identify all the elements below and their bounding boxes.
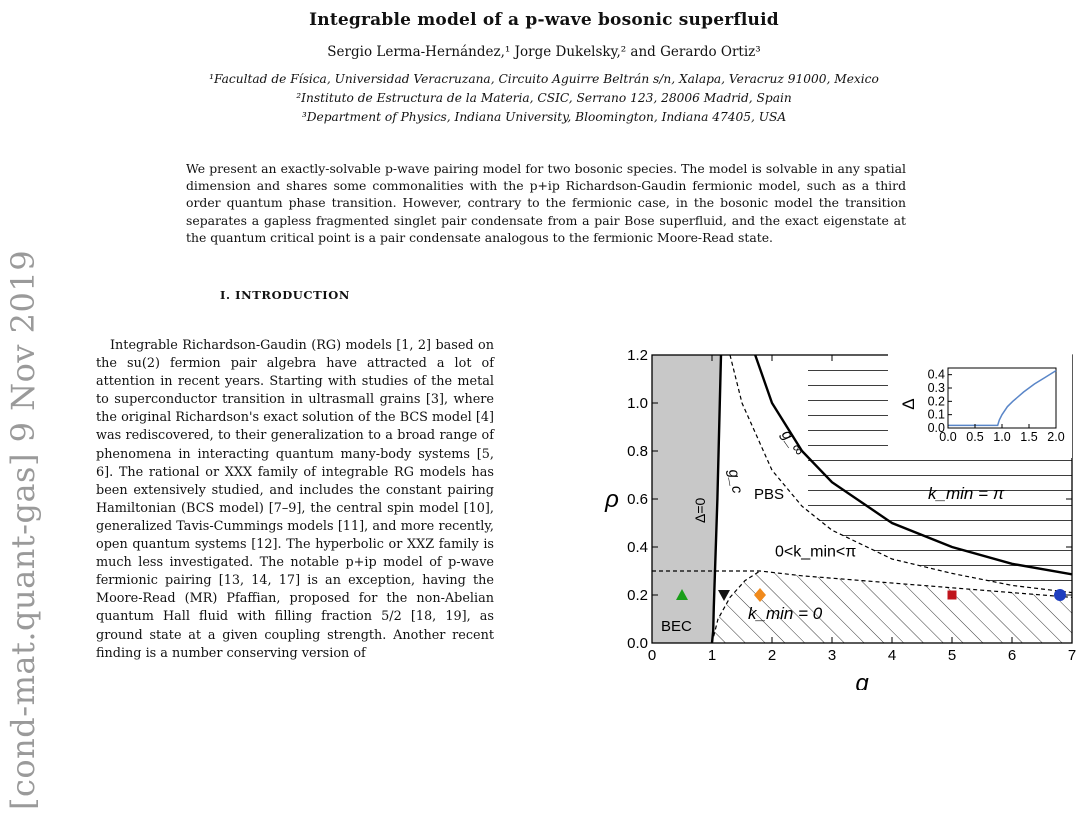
bec-label: BEC bbox=[661, 618, 692, 635]
x-tick-label: 7 bbox=[1067, 647, 1077, 664]
pbs-label: PBS bbox=[754, 486, 785, 503]
kmin-zero-label: k_min = 0 bbox=[748, 604, 823, 623]
x-tick-label: 6 bbox=[1007, 647, 1017, 664]
inset-x-tick-label: 0.5 bbox=[966, 430, 984, 444]
introduction-text bbox=[96, 337, 494, 663]
arxiv-stamp: [cond-mat.quant-gas] 9 Nov 2019 bbox=[4, 249, 42, 810]
paper-title: Integrable model of a p-wave bosonic superfluid bbox=[309, 10, 779, 30]
y-tick-label: 0.0 bbox=[627, 635, 648, 652]
inset-y-tick-label: 0.0 bbox=[927, 421, 945, 435]
phase-diagram-figure bbox=[600, 300, 1088, 694]
y-tick-label: 0.6 bbox=[627, 491, 648, 508]
x-tick-label: 0 bbox=[647, 647, 657, 664]
x-tick-label: 3 bbox=[827, 647, 837, 664]
inset-y-tick-label: 0.4 bbox=[927, 367, 945, 382]
abstract: We present an exactly-solvable p-wave pairing model for two bosonic species. The model is solvable in any spatial dimension and shares some commonalities with the p+ip Richardson-Gaudin fermionic model, such as a third order quantum phase transition. However, contrary to the fermionic case, in the bosonic model the transition separates a gapless fragmented singlet pair condensate from a pair Bose superfluid, and the exact eigenstate at the quantum critical point is a pair condensate analogous to the fermionic Moore-Read state. bbox=[186, 161, 906, 245]
blue-circle-marker bbox=[1054, 589, 1066, 601]
y-tick-label: 0.4 bbox=[627, 539, 648, 556]
gc-label: g_c bbox=[724, 467, 746, 495]
x-tick-label: 4 bbox=[887, 647, 897, 664]
inset-x-tick-label: 0.0 bbox=[939, 430, 957, 444]
kmin-mid-label: 0<k_min<π bbox=[775, 543, 857, 561]
y-axis-label: ρ bbox=[605, 486, 619, 513]
inset-y-axis-label: Δ bbox=[899, 398, 918, 410]
y-tick-label: 0.2 bbox=[627, 587, 648, 604]
x-tick-label: 1 bbox=[707, 647, 717, 664]
y-tick-label: 1.0 bbox=[627, 395, 648, 412]
inset-chart bbox=[888, 354, 1072, 458]
intro-paragraph: Integrable Richardson-Gaudin (RG) models [1, 2] based on the su(2) fermion pair algebra have attracted a lot of attention in recent years. Starting with studies of the metal to superconductor transition in ultrasmall grains [3], where the original Richardson's exact solution of the BCS model [4] was rediscovered, to their generalization to a broad range of phenomena in interacting quantum many-body systems [5, 6]. The rational or XXX family of integrable RG models has been extensively studied, and includes the constant pairing Hamiltonian (BCS model) [7–9], the central spin model [10], generalized Tavis-Cummings models [11], and more recently, open quantum systems [12]. The hyperbolic or XXZ family is much less investigated. The notable p+ip model of p-wave fermionic pairing [13, 14, 17] is an exception, having the Moore-Read (MR) Pfaffian, proposed for the non-Abelian quantum Hall fluid with filling fraction 5/2 [18, 19], as ground state at a given coupling strength. Another recent finding is a number conserving version of bbox=[96, 338, 494, 661]
x-tick-label: 2 bbox=[767, 647, 777, 664]
inset-y-tick-label: 0.3 bbox=[927, 381, 945, 395]
inset-x-tick-label: 1.0 bbox=[993, 430, 1011, 444]
inset-x-tick-label: 2.0 bbox=[1047, 430, 1065, 444]
kmin-pi-label: k_min = π bbox=[928, 484, 1005, 503]
section-heading: I. INTRODUCTION bbox=[219, 288, 351, 302]
red-square-marker bbox=[948, 591, 957, 600]
affiliation-2: ²Instituto de Estructura de la Materia, CSIC, Serrano 123, 28006 Madrid, Spain bbox=[296, 91, 792, 105]
affiliation-1: ¹Facultad de Física, Universidad Veracruzana, Circuito Aguirre Beltrán s/n, Xalapa, Veracruz 91000, Mexico bbox=[209, 72, 879, 86]
y-tick-label: 0.8 bbox=[627, 443, 648, 460]
affiliation-3: ³Department of Physics, Indiana University, Bloomington, Indiana 47405, USA bbox=[301, 110, 787, 124]
inset-y-tick-label: 0.1 bbox=[927, 407, 945, 422]
black-triangle-marker bbox=[718, 590, 730, 601]
y-tick-label: 1.2 bbox=[627, 347, 648, 364]
delta-zero-label: Δ=0 bbox=[691, 497, 708, 523]
phase-diagram-chart bbox=[600, 300, 1088, 690]
x-axis-label: g bbox=[855, 670, 869, 690]
author-list: Sergio Lerma-Hernández,¹ Jorge Dukelsky,² and Gerardo Ortiz³ bbox=[327, 44, 761, 60]
inset-y-tick-label: 0.2 bbox=[927, 394, 945, 409]
g-infinity-label: g_∞ bbox=[777, 426, 808, 459]
inset-x-tick-label: 1.5 bbox=[1020, 430, 1038, 444]
x-tick-label: 5 bbox=[947, 647, 957, 664]
